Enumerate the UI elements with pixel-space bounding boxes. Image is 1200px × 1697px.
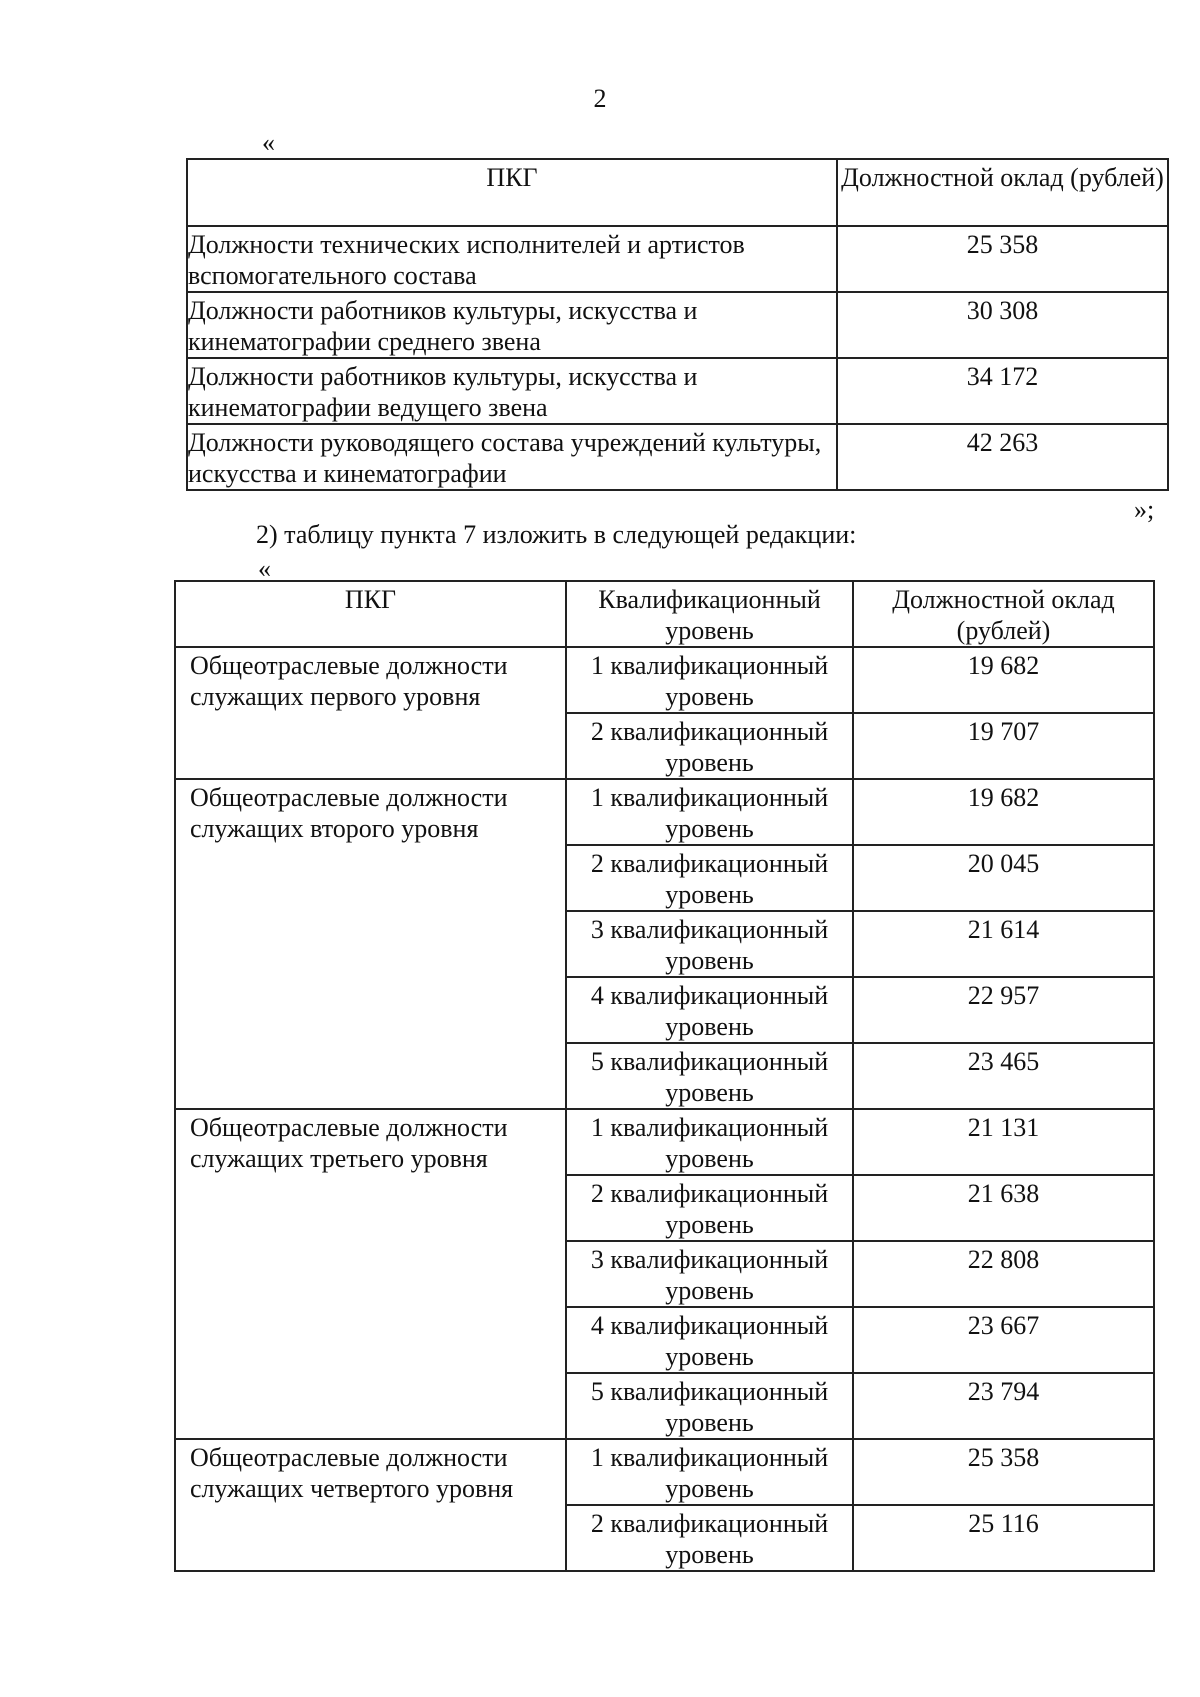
salary-value: 21 638 — [853, 1175, 1154, 1241]
position-group-name: Должности руководящего состава учреждений культуры, искусства и кинематографии — [187, 424, 837, 490]
qualification-level: 5 квалификационный уровень — [566, 1373, 853, 1439]
salary-value: 42 263 — [837, 424, 1168, 490]
pkg-group-name: Общеотраслевые должности служащих четвертого уровня — [175, 1439, 566, 1571]
table-row — [187, 358, 1168, 424]
qualification-level: 2 квалификационный уровень — [566, 1505, 853, 1571]
table-header-row — [187, 159, 1168, 226]
table-row — [175, 1109, 1154, 1175]
pkg-group-name: Общеотраслевые должности служащих второго уровня — [175, 779, 566, 1109]
header-salary: Должностной оклад (рублей) — [837, 159, 1168, 226]
paragraph-2: 2) таблицу пункта 7 изложить в следующей редакции: — [256, 520, 857, 549]
salary-value: 23 794 — [853, 1373, 1154, 1439]
table-row — [187, 292, 1168, 358]
salary-value: 25 358 — [837, 226, 1168, 292]
salary-value: 25 358 — [853, 1439, 1154, 1505]
qualification-level: 2 квалификационный уровень — [566, 845, 853, 911]
position-group-name: Должности работников культуры, искусства и кинематографии ведущего звена — [187, 358, 837, 424]
pkg-group-name: Общеотраслевые должности служащих третьего уровня — [175, 1109, 566, 1439]
header-pkg: ПКГ — [187, 159, 837, 226]
qualification-level: 3 квалификационный уровень — [566, 1241, 853, 1307]
table-header-row — [175, 581, 1154, 647]
salary-value: 22 808 — [853, 1241, 1154, 1307]
salary-value: 23 667 — [853, 1307, 1154, 1373]
qualification-level: 4 квалификационный уровень — [566, 1307, 853, 1373]
salary-value: 21 131 — [853, 1109, 1154, 1175]
closing-quote: »; — [1134, 495, 1155, 524]
qualification-level: 4 квалификационный уровень — [566, 977, 853, 1043]
qualification-level: 1 квалификационный уровень — [566, 647, 853, 713]
opening-quote: « — [262, 128, 275, 157]
qualification-level: 1 квалификационный уровень — [566, 1439, 853, 1505]
page-number: 2 — [593, 84, 607, 113]
salary-value: 21 614 — [853, 911, 1154, 977]
position-group-name: Должности работников культуры, искусства и кинематографии среднего звена — [187, 292, 837, 358]
header-salary: Должностной оклад (рублей) — [853, 581, 1154, 647]
table-row — [187, 226, 1168, 292]
opening-quote-2: « — [258, 554, 271, 583]
qualification-level: 1 квалификационный уровень — [566, 779, 853, 845]
salary-value: 19 707 — [853, 713, 1154, 779]
qualification-level: 1 квалификационный уровень — [566, 1109, 853, 1175]
pkg-group-name: Общеотраслевые должности служащих первого уровня — [175, 647, 566, 779]
header-level: Квалификационный уровень — [566, 581, 853, 647]
salary-value: 23 465 — [853, 1043, 1154, 1109]
salary-value: 34 172 — [837, 358, 1168, 424]
qualification-level: 2 квалификационный уровень — [566, 713, 853, 779]
salary-value: 30 308 — [837, 292, 1168, 358]
salary-value: 19 682 — [853, 779, 1154, 845]
position-group-name: Должности технических исполнителей и артистов вспомогательного состава — [187, 226, 837, 292]
table-row — [175, 647, 1154, 713]
salary-table-qualification — [174, 580, 1155, 1572]
salary-value: 19 682 — [853, 647, 1154, 713]
qualification-level: 5 квалификационный уровень — [566, 1043, 853, 1109]
qualification-level: 3 квалификационный уровень — [566, 911, 853, 977]
qualification-level: 2 квалификационный уровень — [566, 1175, 853, 1241]
table-row — [175, 1439, 1154, 1505]
header-pkg: ПКГ — [175, 581, 566, 647]
salary-table-pkg — [186, 158, 1169, 491]
salary-value: 20 045 — [853, 845, 1154, 911]
table-row — [187, 424, 1168, 490]
salary-value: 22 957 — [853, 977, 1154, 1043]
salary-value: 25 116 — [853, 1505, 1154, 1571]
table-row — [175, 779, 1154, 845]
